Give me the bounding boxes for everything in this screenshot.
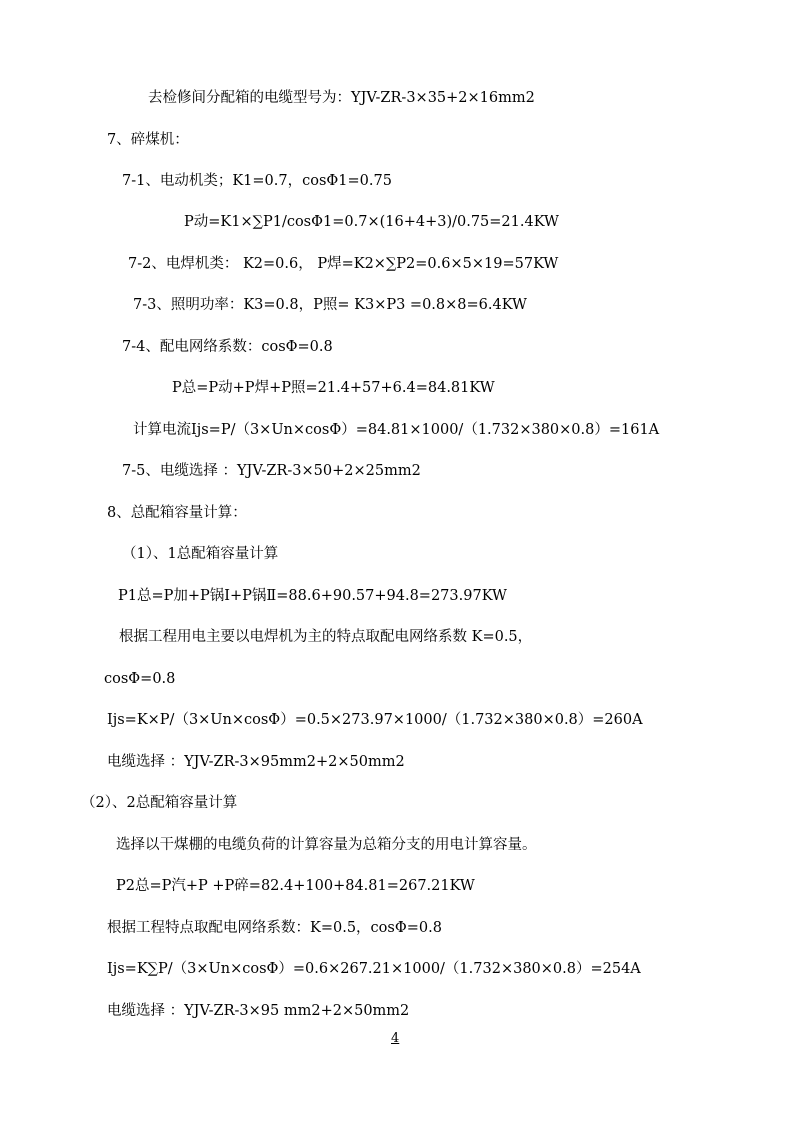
formula-line: P动=K1×∑P1/cosΦ1=0.7×(16+4+3)/0.75=21.4KW [184, 214, 559, 230]
formula-line: Ijs=K∑P/（3×Un×cosΦ）=0.6×267.21×1000/（1.732×380×0.8）=254A [107, 961, 641, 977]
page-number: 4 [391, 1031, 400, 1046]
text-line: 7-2、电焊机类： K2=0.6， P焊=K2×∑P2=0.6×5×19=57KW [128, 256, 559, 272]
text-line: 去检修间分配箱的电缆型号为：YJV-ZR-3×35+2×16mm2 [148, 90, 535, 106]
section-heading: 7、碎煤机： [107, 132, 189, 148]
formula-line: P1总=P加+P锅Ⅰ+P锅Ⅱ=88.6+90.57+94.8=273.97KW [118, 588, 507, 604]
text-line: 电缆选择 ：YJV-ZR-3×95mm2+2×50mm2 [107, 754, 405, 770]
formula-line: P总=P动+P焊+P照=21.4+57+6.4=84.81KW [172, 380, 495, 396]
text-line: 根据工程特点取配电网络系数：K=0.5，cosΦ=0.8 [107, 920, 442, 936]
text-line: 选择以干煤棚的电缆负荷的计算容量为总箱分支的用电计算容量。 [116, 837, 537, 853]
text-line: 7-5、电缆选择 ：YJV-ZR-3×50+2×25mm2 [122, 463, 421, 479]
text-line: cosΦ=0.8 [104, 671, 176, 687]
text-line: 根据工程用电主要以电焊机为主的特点取配电网络系数 K=0.5， [119, 629, 533, 645]
text-line: 7-1、电动机类；K1=0.7，cosΦ1=0.75 [122, 173, 392, 189]
formula-line: 计算电流Ijs=P/（3×Un×cosΦ）=84.81×1000/（1.732×380×0.8）=161A [133, 422, 660, 438]
formula-line: Ijs=K×P/（3×Un×cosΦ）=0.5×273.97×1000/（1.732×380×0.8）=260A [107, 712, 643, 728]
subsection-heading: （2）、2总配箱容量计算 [81, 795, 238, 811]
text-line: 电缆选择 ：YJV-ZR-3×95 mm2+2×50mm2 [107, 1003, 410, 1019]
subsection-heading: （1）、1总配箱容量计算 [122, 546, 279, 562]
formula-line: P2总=P汽+P +P碎=82.4+100+84.81=267.21KW [116, 878, 475, 894]
text-line: 7-4、配电网络系数：cosΦ=0.8 [122, 339, 333, 355]
section-heading: 8、总配箱容量计算： [107, 505, 247, 521]
text-line: 7-3、照明功率：K3=0.8，P照= K3×P3 =0.8×8=6.4KW [133, 297, 527, 313]
